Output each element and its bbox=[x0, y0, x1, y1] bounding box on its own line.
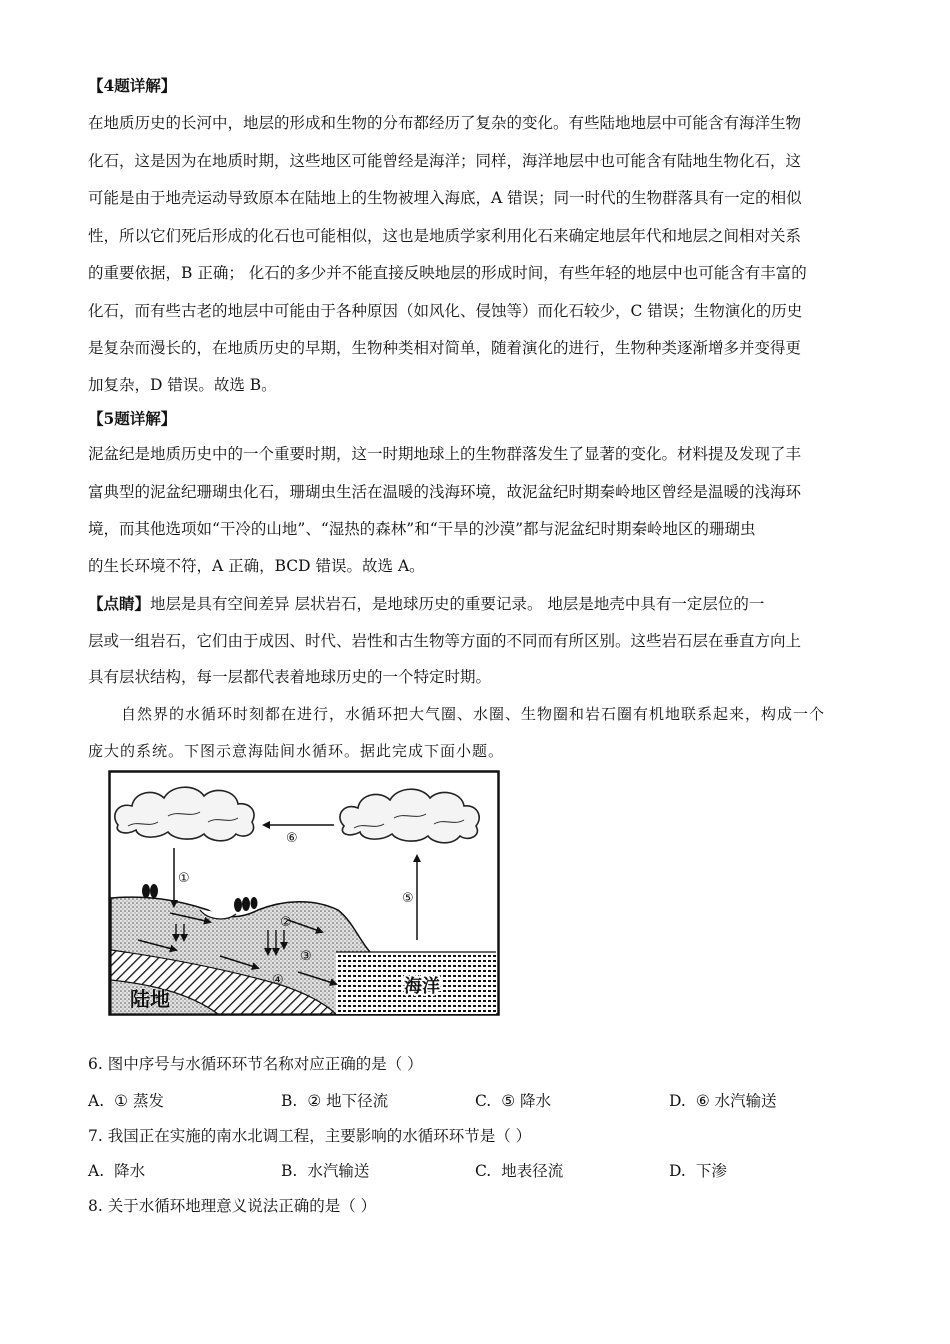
q7-option-a[interactable] bbox=[88, 1161, 145, 1181]
option-letter: D. bbox=[669, 1162, 686, 1180]
option-text: 下渗 bbox=[695, 1162, 727, 1180]
q4-line-1: 在地质历史的长河中，地层的形成和生物的分布都经历了复杂的变化。有些陆地地层中可能含有海洋生物 bbox=[88, 114, 802, 132]
option-letter: B. bbox=[281, 1092, 298, 1110]
q7-option-b[interactable] bbox=[281, 1161, 369, 1181]
q5-line-3: 境，而其他选项如“干冷的山地”、“湿热的森林”和“干旱的沙漠”都与泥盆纪时期秦岭地区的珊瑚虫 bbox=[88, 520, 756, 538]
option-text: ⑥ 水汽输送 bbox=[695, 1092, 777, 1110]
tip-text-1: 地层是具有空间差异 层状岩石，是地球历史的重要记录。 地层是地壳中具有一定层位的一 bbox=[150, 595, 765, 613]
marker-2: ② bbox=[280, 915, 292, 930]
option-text: 水汽输送 bbox=[307, 1162, 370, 1180]
q6-option-d[interactable] bbox=[669, 1091, 777, 1111]
ocean-label: 海洋 bbox=[404, 976, 440, 997]
q4-line-8: 加复杂，D 错误。故选 B。 bbox=[88, 376, 277, 394]
marker-4: ④ bbox=[272, 973, 284, 988]
land-label: 陆地 bbox=[130, 987, 170, 1011]
water-cycle-diagram bbox=[108, 770, 500, 1016]
marker-5: ⑤ bbox=[402, 891, 414, 906]
q6-option-a[interactable] bbox=[88, 1091, 164, 1111]
q6-option-c[interactable] bbox=[475, 1091, 551, 1111]
intro-line-1: 自然界的水循环时刻都在进行，水循环把大气圈、水圈、生物圈和岩石圈有机地联系起来，构成一个 bbox=[121, 705, 826, 723]
tip-line-2: 层或一组岩石，它们由于成因、时代、岩性和古生物等方面的不同而有所区别。这些岩石层在垂直方向上 bbox=[88, 632, 802, 650]
q4-line-3: 可能是由于地壳运动导致原本在陆地上的生物被埋入海底，A 错误；同一时代的生物群落具有一定的相似 bbox=[88, 189, 802, 207]
question-8-stem: 8. 关于水循环地理意义说法正确的是（ ） bbox=[88, 1197, 377, 1215]
option-letter: D. bbox=[669, 1092, 686, 1110]
option-text: 地表径流 bbox=[501, 1162, 564, 1180]
option-text: ① 蒸发 bbox=[114, 1092, 164, 1110]
marker-3: ③ bbox=[300, 949, 312, 964]
q5-line-1: 泥盆纪是地质历史中的一个重要时期，这一时期地球上的生物群落发生了显著的变化。材料提及发现了丰 bbox=[88, 445, 802, 463]
option-letter: A. bbox=[88, 1092, 105, 1110]
q5-explanation-title: 【5题详解】 bbox=[88, 409, 177, 428]
q4-line-6: 化石，而有些古老的地层中可能由于各种原因（如风化、侵蚀等）而化石较少，C 错误；生物演化的历史 bbox=[88, 302, 803, 320]
q7-option-d[interactable] bbox=[669, 1161, 727, 1181]
intro-line-2: 庞大的系统。下图示意海陆间水循环。据此完成下面小题。 bbox=[88, 742, 505, 760]
option-text: 降水 bbox=[114, 1162, 146, 1180]
q7-option-c[interactable] bbox=[475, 1161, 563, 1181]
question-7-stem: 7. 我国正在实施的南水北调工程，主要影响的水循环环节是（ ） bbox=[88, 1127, 532, 1145]
q4-line-4: 性，所以它们死后形成的化石也可能相似，这也是地质学家利用化石来确定地层年代和地层之间相对关系 bbox=[88, 227, 802, 245]
q5-line-2: 富典型的泥盆纪珊瑚虫化石，珊瑚虫生活在温暖的浅海环境，故泥盆纪时期秦岭地区曾经是温暖的浅海环 bbox=[88, 483, 802, 501]
option-letter: B. bbox=[281, 1162, 298, 1180]
option-letter: C. bbox=[475, 1162, 492, 1180]
tip-title: 【点睛】 bbox=[88, 594, 151, 613]
tip-line-3: 具有层状结构，每一层都代表着地球历史的一个特定时期。 bbox=[88, 668, 492, 686]
option-letter: C. bbox=[475, 1092, 492, 1110]
option-text: ② 地下径流 bbox=[307, 1092, 389, 1110]
q4-line-5: 的重要依据，B 正确； 化石的多少并不能直接反映地层的形成时间，有些年轻的地层中也可能含有丰富的 bbox=[88, 264, 807, 282]
q4-explanation-title: 【4题详解】 bbox=[88, 76, 177, 95]
q4-line-7: 是复杂而漫长的，在地质历史的早期，生物种类相对简单，随着演化的进行，生物种类逐渐增多并变得更 bbox=[88, 339, 802, 357]
question-6-stem: 6. 图中序号与水循环环节名称对应正确的是（ ） bbox=[88, 1055, 423, 1073]
q5-line-4: 的生长环境不符，A 正确，BCD 错误。故选 A。 bbox=[88, 557, 425, 575]
q4-line-2: 化石，这是因为在地质时期，这些地区可能曾经是海洋；同样，海洋地层中也可能含有陆地生物化石，这 bbox=[88, 152, 802, 170]
tip-line-1 bbox=[88, 594, 868, 614]
option-letter: A. bbox=[88, 1162, 105, 1180]
marker-6: ⑥ bbox=[286, 831, 298, 846]
q6-option-b[interactable] bbox=[281, 1091, 388, 1111]
option-text: ⑤ 降水 bbox=[501, 1092, 552, 1110]
marker-1: ① bbox=[178, 871, 190, 886]
